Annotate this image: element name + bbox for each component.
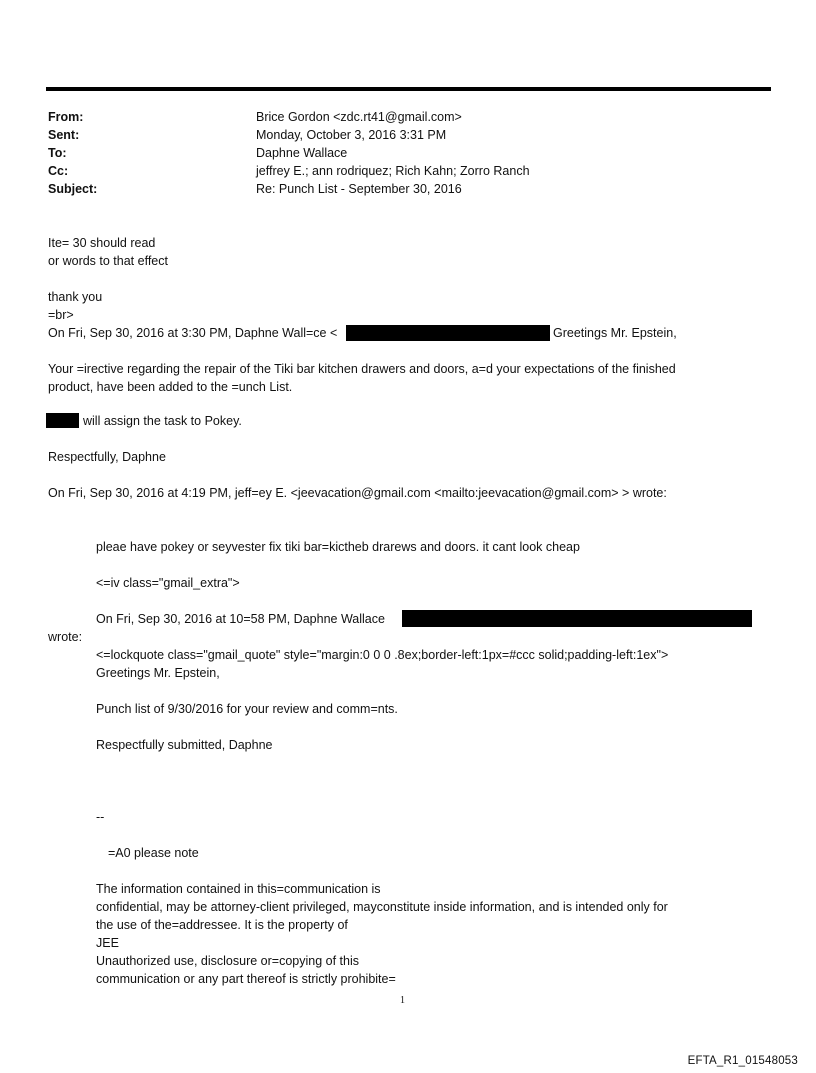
to-label: To:	[48, 146, 67, 160]
quote-line: Unauthorized use, disclosure or=copying of this	[96, 954, 359, 968]
quote-line: =A0 please note	[108, 846, 199, 860]
quote-line: Respectfully submitted, Daphne	[96, 738, 273, 752]
email-header	[48, 108, 748, 198]
redaction-box	[346, 325, 550, 341]
sent-row	[48, 126, 748, 144]
quote-line: JEE	[96, 936, 119, 950]
quote-line: wrote:	[48, 630, 83, 644]
quote-line: the use of the=addressee. It is the property of	[96, 918, 348, 932]
quote-line: Punch list of 9/30/2016 for your review and comm=nts.	[96, 702, 398, 716]
cc-value: jeffrey E.; ann rodriquez; Rich Kahn; Zorro Ranch	[256, 164, 530, 178]
quote-line: confidential, may be attorney-client privileged, mayconstitute inside information, and is intended only for	[96, 900, 668, 914]
body-line: product, have been added to the =unch List.	[48, 380, 293, 394]
subject-value: Re: Punch List - September 30, 2016	[256, 182, 462, 196]
quote-line: Greetings Mr. Epstein,	[96, 666, 220, 680]
body-line: will assign the task to Pokey.	[83, 414, 242, 428]
from-row	[48, 108, 748, 126]
header-divider	[46, 87, 771, 91]
sent-value: Monday, October 3, 2016 3:31 PM	[256, 128, 447, 142]
from-label: From:	[48, 110, 84, 124]
page-number: 1	[400, 995, 405, 1006]
redaction-box	[402, 610, 752, 627]
quote-line: pleae have pokey or seyvester fix tiki bar=kictheb drarews and doors. it cant look cheap	[96, 540, 580, 554]
to-row	[48, 144, 748, 162]
quote-line: --	[96, 810, 105, 824]
body-line: or words to that effect	[48, 254, 168, 268]
quote-line: <=iv class="gmail_extra">	[96, 576, 240, 590]
body-line: Respectfully, Daphne	[48, 450, 166, 464]
redaction-box	[46, 413, 79, 428]
body-line: thank you	[48, 290, 103, 304]
body-line: On Fri, Sep 30, 2016 at 4:19 PM, jeff=ey E. <jeevacation@gmail.com <mailto:jeevacation@gmail.com> > wrote:	[48, 486, 667, 500]
body-line: Your =irective regarding the repair of the Tiki bar kitchen drawers and doors, a=d your expectations of the finished	[48, 362, 676, 376]
quote-line: <=lockquote class="gmail_quote" style="margin:0 0 0 .8ex;border-left:1px=#ccc solid;padding-left:1ex">	[96, 648, 669, 662]
from-value: Brice Gordon <zdc.rt41@gmail.com>	[256, 110, 462, 124]
body-line: Greetings Mr. Epstein,	[553, 326, 677, 340]
subject-label: Subject:	[48, 182, 98, 196]
body-line: Ite= 30 should read	[48, 236, 156, 250]
document-id: EFTA_R1_01548053	[687, 1055, 798, 1067]
cc-label: Cc:	[48, 164, 69, 178]
quote-line: The information contained in this=communication is	[96, 882, 381, 896]
subject-row	[48, 180, 748, 198]
sent-label: Sent:	[48, 128, 80, 142]
quote-line: On Fri, Sep 30, 2016 at 10=58 PM, Daphne Wallace	[96, 612, 385, 626]
body-line: On Fri, Sep 30, 2016 at 3:30 PM, Daphne Wall=ce <	[48, 326, 338, 340]
body-line: =br>	[48, 308, 74, 322]
to-value: Daphne Wallace	[256, 146, 348, 160]
cc-row	[48, 162, 748, 180]
quote-line: communication or any part thereof is strictly prohibite=	[96, 972, 396, 986]
